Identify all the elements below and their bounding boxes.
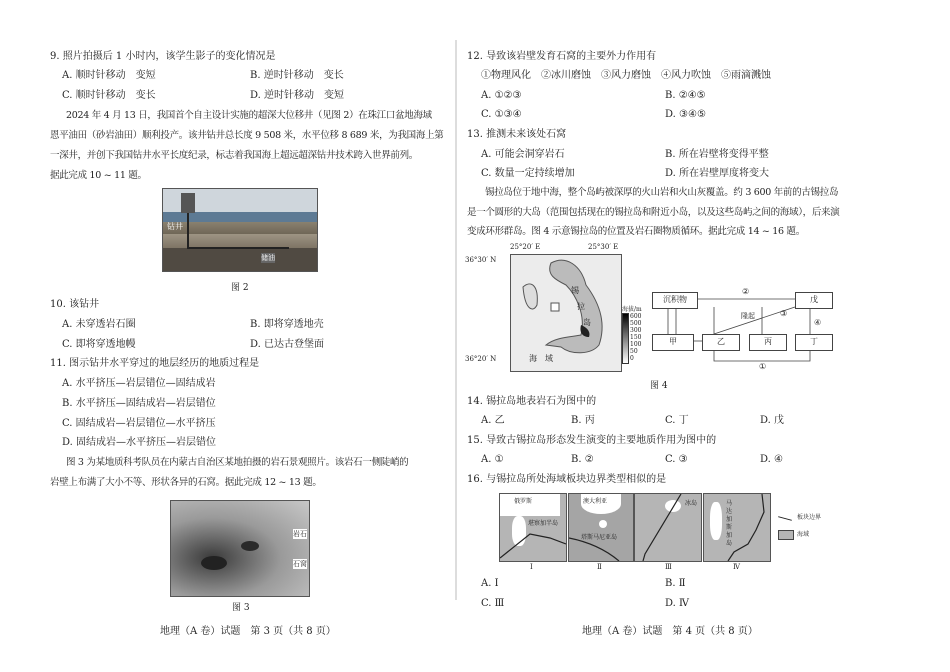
- legend-title: 海拔/m: [622, 306, 642, 313]
- passage-line: 2024 年 4 月 13 日，我国首个自主设计实施的超深大位移井（见图 2）在珠江口盆地海域: [66, 110, 432, 121]
- q13-option-d: D. 所在岩壁厚度将变大: [665, 168, 770, 179]
- island-label: 锡: [571, 286, 579, 295]
- box-sediment: 沉积物: [652, 292, 698, 309]
- box-jia: 甲: [652, 334, 694, 351]
- page-divider: [455, 40, 457, 600]
- legend-value: 100: [630, 341, 642, 348]
- label-well: 钻井: [167, 222, 183, 231]
- q12-option-b: B. ②④⑤: [665, 90, 706, 101]
- passage-line: 恩平油田（砂岩油田）顺利投产。该井钻井总长度 9 508 米，水平位移 8 689 米，为我国海上第: [50, 130, 444, 141]
- label-hole: 石窝: [293, 560, 307, 568]
- horizontal-well: [189, 247, 289, 249]
- legend-value: 600: [630, 313, 642, 320]
- q13-option-c: C. 数量一定持续增加: [481, 168, 575, 179]
- rock-hole: [241, 541, 259, 551]
- q14-option-d: D. 戊: [760, 415, 785, 426]
- map-label: 冰岛: [685, 500, 698, 507]
- passage-line: 是一个圆形的大岛（范围包括现在的锡拉岛和附近小岛，以及这些岛屿之间的海域），后来演: [467, 207, 840, 218]
- map-label: 澳大利亚: [583, 498, 608, 505]
- q12-option-c: C. ①③④: [481, 109, 522, 120]
- rock-hole: [201, 556, 227, 570]
- q15-option-b: B. ②: [571, 454, 594, 465]
- q14-option-c: C. 丁: [665, 415, 689, 426]
- q9-option-d: D. 逆时针移动 变短: [250, 90, 345, 101]
- map-number: Ⅰ: [530, 563, 533, 571]
- q11-stem: 11. 图示钻井水平穿过的地层经历的地质过程是: [50, 358, 260, 369]
- q13-stem: 13. 推测未来该处石窝: [467, 129, 567, 140]
- q12-stem: 12. 导致该岩壁发育石窝的主要外力作用有: [467, 51, 657, 62]
- passage-line: 据此完成 10 ~ 11 题。: [50, 170, 147, 181]
- legend-boundary: 板块边界: [797, 514, 822, 521]
- q9-option-b: B. 逆时针移动 变长: [250, 70, 344, 81]
- q15-option-a: A. ①: [481, 454, 504, 465]
- q16-stem: 16. 与锡拉岛所处海域板块边界类型相似的是: [467, 474, 667, 485]
- legend-value: 0: [630, 355, 634, 362]
- q11-option-b: B. 水平挤压—固结成岩—岩层错位: [62, 398, 216, 409]
- map-4: [703, 493, 771, 562]
- q12-option-d: D. ③④⑤: [665, 109, 706, 120]
- figure-4-caption: 图 4: [650, 381, 668, 391]
- box-bing: 丙: [749, 334, 787, 351]
- q13-option-a: A. 可能会洞穿岩石: [481, 149, 565, 160]
- q9-option-c: C. 顺时针移动 变长: [62, 90, 156, 101]
- map-number: Ⅲ: [665, 563, 672, 571]
- figure-2-caption: 图 2: [231, 283, 249, 293]
- passage-line: 一深井，并创下我国钻井水平长度纪录，标志着我国海上超远超深钻井技术跨入世界前列。: [50, 150, 419, 161]
- q10-option-c: C. 即将穿透地幔: [62, 339, 136, 350]
- q9-option-a: A. 顺时针移动 变短: [62, 70, 156, 81]
- sea-legend-icon: [778, 530, 794, 540]
- map-label: 马达加斯加岛: [726, 500, 733, 547]
- q13-option-b: B. 所在岩壁将变得平整: [665, 149, 769, 160]
- q15-option-c: C. ③: [665, 454, 688, 465]
- map-2: [568, 493, 634, 562]
- box-ding: 丁: [795, 334, 833, 351]
- q14-option-a: A. 乙: [481, 415, 505, 426]
- label-rock: 岩石: [293, 530, 307, 538]
- q16-option-c: C. Ⅲ: [481, 598, 505, 609]
- footer-page-3: 地理（A 卷）试题 第 3 页（共 8 页）: [160, 626, 336, 637]
- q16-option-d: D. Ⅳ: [665, 598, 690, 609]
- sea-label: 海 域: [529, 354, 553, 363]
- q12-option-a: A. ①②③: [481, 90, 522, 101]
- q11-option-c: C. 固结成岩—岩层错位—水平挤压: [62, 418, 216, 429]
- figure-3-rock-photo: [170, 500, 310, 597]
- map-number: Ⅳ: [733, 563, 740, 571]
- label-reservoir: 储油: [261, 254, 275, 262]
- q10-option-a: A. 未穿透岩石圈: [62, 319, 136, 330]
- q10-option-d: D. 已达古登堡面: [250, 339, 325, 350]
- legend-value: 150: [630, 334, 642, 341]
- q12-items: ①物理风化 ②冰川磨蚀 ③风力磨蚀 ④风力吹蚀 ⑤雨滴溅蚀: [481, 70, 771, 81]
- q9-stem: 9. 照片拍摄后 1 小时内，该学生影子的变化情况是: [50, 51, 276, 62]
- q11-option-a: A. 水平挤压—岩层错位—固结成岩: [62, 378, 216, 389]
- island-label: 岛: [583, 318, 591, 327]
- q14-stem: 14. 锡拉岛地表岩石为图中的: [467, 396, 597, 407]
- lon-label: 25°20′ E: [510, 243, 541, 251]
- passage-line: 变成环形群岛。图 4 示意锡拉岛的位置及岩石圈物质循环。据此完成 14 ~ 16 题。: [467, 226, 805, 237]
- q11-option-d: D. 固结成岩—水平挤压—岩层错位: [62, 437, 217, 448]
- figure-3-caption: 图 3: [232, 603, 250, 613]
- map-label: 塔斯马尼亚岛: [581, 534, 618, 541]
- q14-option-b: B. 丙: [571, 415, 595, 426]
- santorini-island-shape: [511, 255, 621, 371]
- figure-4-map: [510, 254, 622, 372]
- legend-value: 300: [630, 327, 642, 334]
- map-label: 俄罗斯: [514, 498, 533, 505]
- arrow-label-1: ①: [759, 362, 767, 371]
- passage-line: 图 3 为某地质科考队员在内蒙古自治区某地拍摄的岩石景观照片。该岩石一侧陡峭的: [66, 457, 409, 468]
- legend-value: 50: [630, 348, 638, 355]
- elevation-legend: [622, 306, 642, 364]
- q16-option-b: B. Ⅱ: [665, 578, 686, 589]
- q10-stem: 10. 该钻井: [50, 299, 100, 310]
- lat-label: 36°30′ N: [465, 256, 497, 264]
- legend-value: 500: [630, 320, 642, 327]
- passage-line: 锡拉岛位于地中海，整个岛屿被深厚的火山岩和火山灰覆盖。约 3 600 年前的古锡拉岛: [485, 187, 839, 198]
- map-label: 堪察加半岛: [528, 520, 559, 527]
- island-label: 拉: [577, 302, 585, 311]
- map-1: [499, 493, 567, 562]
- q15-stem: 15. 导致古锡拉岛形态发生演变的主要地质作用为图中的: [467, 435, 717, 446]
- plate-boundary-legend-icon: [778, 516, 792, 521]
- lon-label: 25°30′ E: [588, 243, 619, 251]
- lat-label: 36°20′ N: [465, 355, 497, 363]
- map-3: [634, 493, 702, 562]
- box-wu: 戊: [795, 292, 833, 309]
- passage-line: 岩壁上布满了大小不等、形状各异的石窝。据此完成 12 ~ 13 题。: [50, 477, 322, 488]
- box-yi: 乙: [702, 334, 740, 351]
- map-number: Ⅱ: [597, 563, 602, 571]
- legend-sea: 海域: [797, 531, 810, 538]
- arrow-label-4: ④: [814, 318, 822, 327]
- footer-page-4: 地理（A 卷）试题 第 4 页（共 8 页）: [582, 626, 758, 637]
- drilling-platform-icon: [181, 193, 195, 213]
- q10-option-b: B. 即将穿透地壳: [250, 319, 324, 330]
- arrow-label-3: ③: [780, 309, 788, 318]
- q16-option-a: A. Ⅰ: [481, 578, 499, 589]
- figure-2-drilling-image: [162, 188, 318, 272]
- arrow-label-2: ②: [742, 287, 750, 296]
- q15-option-d: D. ④: [760, 454, 783, 465]
- uplift-label: 隆起: [741, 312, 755, 320]
- well-shaft: [187, 213, 189, 249]
